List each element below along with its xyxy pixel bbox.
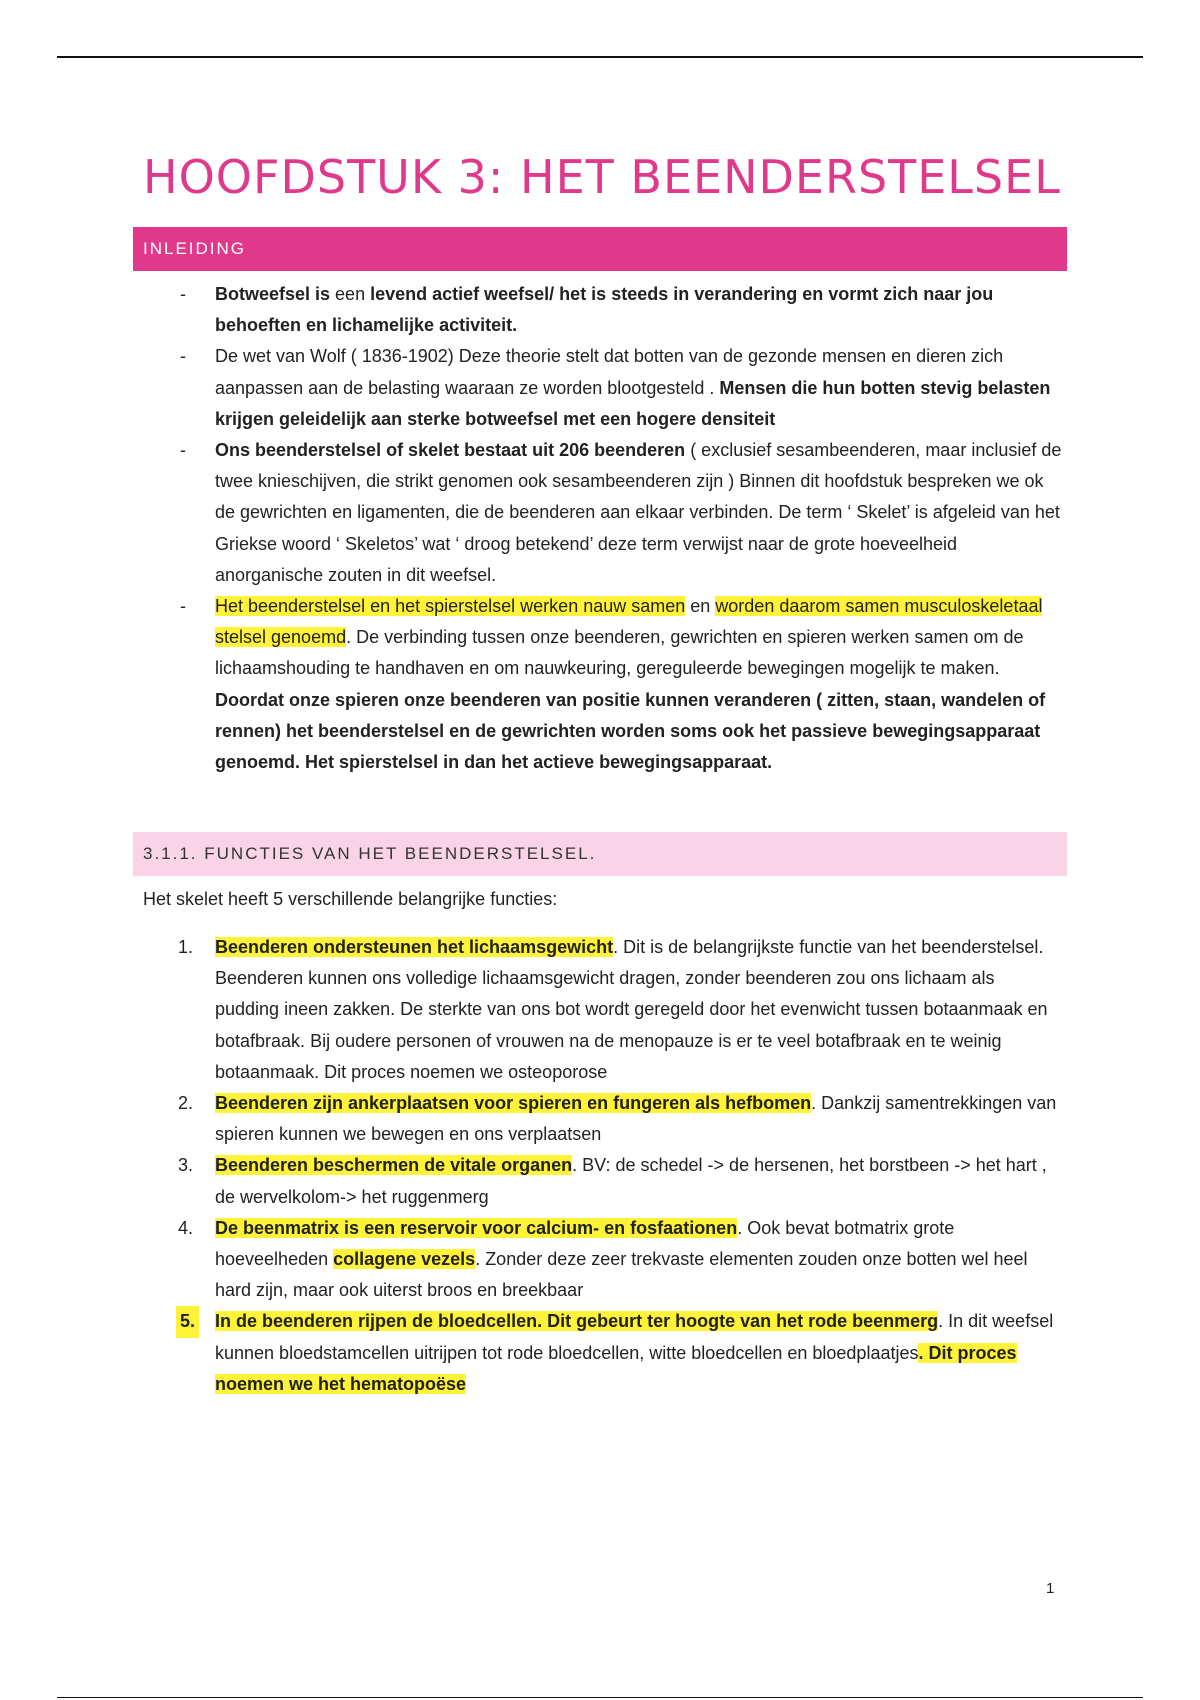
function-item xyxy=(170,1306,1062,1400)
text-run: Het beenderstelsel en het spierstelsel werken nauw samen xyxy=(215,596,686,617)
item-number: 4. xyxy=(178,1217,194,1238)
text-run: collagene vezels xyxy=(333,1249,476,1270)
text-run: worden daarom samen musculoskeletaal stelsel genoemd xyxy=(215,596,1043,648)
text-run: In de beenderen rijpen de bloedcellen. Dit gebeurt ter hoogte van het rode beenmerg xyxy=(215,1311,939,1332)
page-number: 1 xyxy=(1046,1580,1055,1597)
header-rule xyxy=(57,56,1143,58)
section-heading-functies: 3.1.1. FUNCTIES VAN HET BEENDERSTELSEL. xyxy=(133,832,1067,876)
text-run: Ons beenderstelsel of skelet bestaat uit 206 beenderen xyxy=(215,440,686,461)
text-run: Doordat onze spieren onze beenderen van positie kunnen veranderen ( zitten, staan, wandelen of rennen) het beenderstelsel en de gewrichten worden soms ook het passieve bewegingsapparaat genoemd. Het spierstelsel in dan het actieve bewegingsapparaat. xyxy=(215,689,1046,773)
bullet-item xyxy=(170,435,1062,591)
text-run: . Ook bevat botmatrix grote hoeveelheden xyxy=(215,1217,955,1270)
section-heading-inleiding: INLEIDING xyxy=(133,227,1067,271)
text-run: . De verbinding tussen onze beenderen, gewrichten en spieren werken samen om de lichaamshouding te handhaven en om nauwkeuring, gereguleerde bewegingen mogelijk te maken. xyxy=(215,627,1024,679)
text-run: een xyxy=(330,284,371,304)
text-run: Mensen die hun botten stevig belasten krijgen geleidelijk aan sterke botweefsel met een hogere densiteit xyxy=(215,377,1051,429)
dash-marker: - xyxy=(180,440,186,461)
text-run: . Dit is de belangrijkste functie van het beenderstelsel. Beenderen kunnen ons volledige lichaamsgewicht dragen, zonder beenderen zou ons lichaam als pudding ineen zakken. De sterkte van ons bot wordt geregeld door het evenwicht tussen botaanmaak en botafbraak. Bij oudere personen of vrouwen na de menopauze is er te veel botafbraak en te weinig botaanmaak. Dit proces noemen we osteoporose xyxy=(215,937,1048,1082)
text-run: . Dit proces noemen we het hematopoëse xyxy=(215,1342,1017,1394)
dash-marker: - xyxy=(180,596,186,617)
text-run: . In dit weefsel kunnen bloedstamcellen uitrijpen tot rode bloedcellen, witte bloedcellen en bloedplaatjes xyxy=(215,1311,1054,1363)
dash-marker: - xyxy=(180,284,186,304)
dash-marker: - xyxy=(180,346,186,367)
bullet-item xyxy=(170,341,1062,435)
text-run: Botweefsel is xyxy=(215,284,331,304)
intro-bullet-list xyxy=(170,279,1062,778)
page-title: HOOFDSTUK 3: HET BEENDERSTELSEL xyxy=(143,150,1061,204)
text-run: De wet van Wolf ( 1836-1902) Deze theorie stelt dat botten van de gezonde mensen en dieren zich aanpassen aan de belasting waaraan ze worden blootgesteld . xyxy=(215,346,1004,398)
item-number: 1. xyxy=(178,937,194,957)
functions-list xyxy=(170,932,1062,1400)
item-number: 2. xyxy=(178,1093,194,1114)
item-number: 5. xyxy=(176,1306,199,1337)
function-item xyxy=(170,1150,1062,1212)
item-number: 3. xyxy=(178,1155,194,1176)
function-item xyxy=(170,1088,1062,1150)
function-item xyxy=(170,932,1062,1088)
text-run: . Dankzij samentrekkingen van spieren kunnen we bewegen en ons verplaatsen xyxy=(215,1093,1057,1145)
text-run: . BV: de schedel -> de hersenen, het borstbeen -> het hart , de wervelkolom-> het ruggenmerg xyxy=(215,1155,1047,1207)
text-run: en xyxy=(685,596,716,617)
text-run: Beenderen ondersteunen het lichaamsgewicht xyxy=(215,937,614,957)
text-run: levend actief weefsel/ het is steeds in verandering en vormt zich naar jou behoeften en lichamelijke activiteit. xyxy=(215,284,994,336)
footer-rule xyxy=(57,1697,1143,1698)
text-run: ( exclusief sesambeenderen, maar inclusief de twee knieschijven, die strikt genomen ook sesambeenderen zijn ) Binnen dit hoofdstuk bespreken we ok de gewrichten en ligamenten, die de beenderen aan elkaar verbinden. De term ‘ Skelet’ is afgeleid van het Griekse woord ‘ Skeletos’ wat ‘ droog betekend’ deze term verwijst naar de grote hoeveelheid anorganische zouten in dit weefsel. xyxy=(215,440,1062,585)
bullet-item xyxy=(170,591,1062,778)
functions-intro: Het skelet heeft 5 verschillende belangrijke functies: xyxy=(143,889,558,909)
text-run: Beenderen zijn ankerplaatsen voor spieren en fungeren als hefbomen xyxy=(215,1093,812,1114)
bullet-item xyxy=(170,279,1062,341)
text-run: . Zonder deze zeer trekvaste elementen zouden onze botten wel heel hard zijn, maar ook uiterst broos en breekbaar xyxy=(215,1249,1028,1301)
text-run: De beenmatrix is een reservoir voor calcium- en fosfaationen xyxy=(215,1217,738,1238)
function-item xyxy=(170,1213,1062,1307)
text-run: Beenderen beschermen de vitale organen xyxy=(215,1155,573,1176)
